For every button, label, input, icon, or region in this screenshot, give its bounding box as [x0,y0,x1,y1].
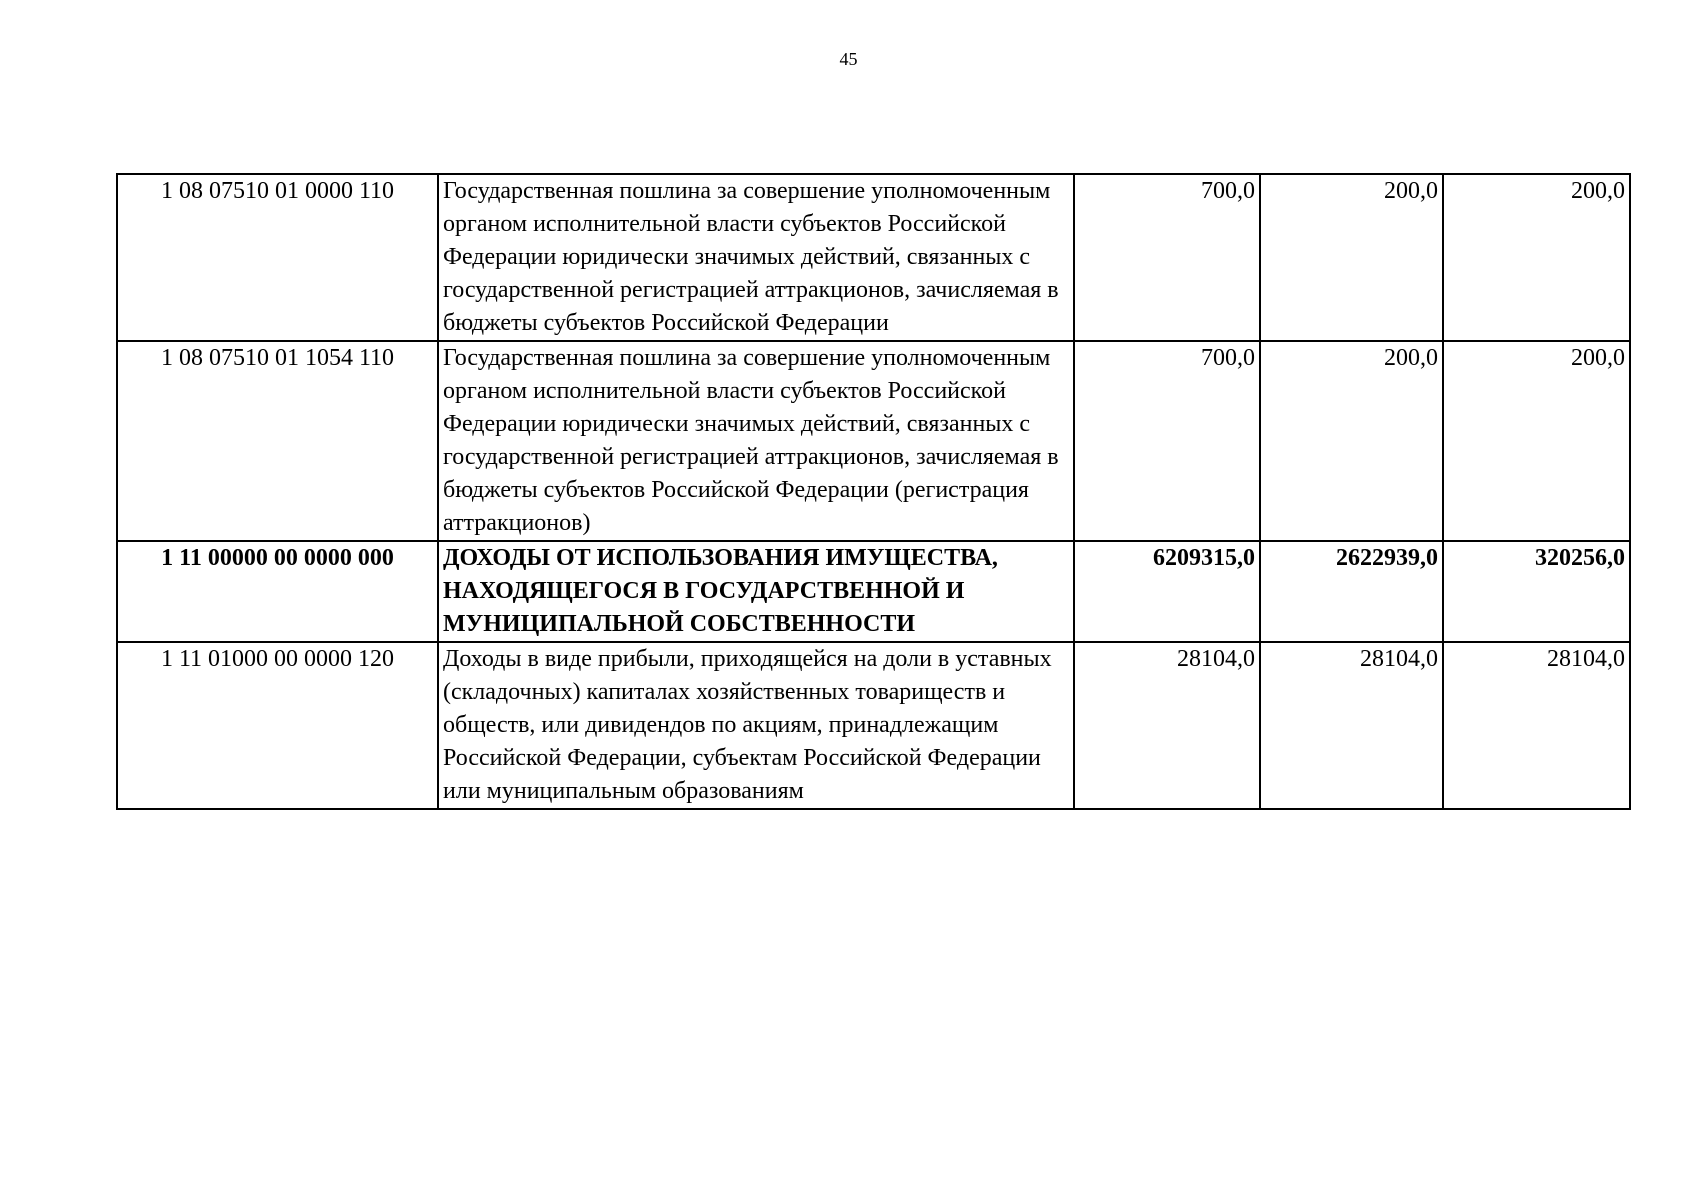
amount-year-1: 6209315,0 [1074,541,1260,642]
table-row [117,174,1630,341]
budget-code: 1 11 00000 00 0000 000 [117,541,438,642]
amount-year-2: 200,0 [1260,174,1443,341]
amount-year-1: 700,0 [1074,174,1260,341]
amount-year-2: 2622939,0 [1260,541,1443,642]
amount-year-3: 200,0 [1443,174,1630,341]
amount-year-2: 200,0 [1260,341,1443,541]
revenue-table [116,173,1631,810]
amount-year-3: 320256,0 [1443,541,1630,642]
budget-code: 1 08 07510 01 1054 110 [117,341,438,541]
amount-year-3: 200,0 [1443,341,1630,541]
amount-year-1: 28104,0 [1074,642,1260,809]
amount-year-2: 28104,0 [1260,642,1443,809]
amount-year-3: 28104,0 [1443,642,1630,809]
budget-code: 1 08 07510 01 0000 110 [117,174,438,341]
page-number: 45 [839,49,858,69]
revenue-name: Государственная пошлина за совершение уполномоченным органом исполнительной власти субъектов Российской Федерации юридически значимых действий, связанных с государственной регистрацией аттракционов, зачисляемая в бюджеты субъектов Российской Федерации (регистрация аттракционов) [438,341,1074,541]
table-row [117,341,1630,541]
table-row [117,642,1630,809]
amount-year-1: 700,0 [1074,341,1260,541]
table-row-section-heading [117,541,1630,642]
budget-code: 1 11 01000 00 0000 120 [117,642,438,809]
revenue-name: Доходы в виде прибыли, приходящейся на доли в уставных (складочных) капиталах хозяйственных товариществ и обществ, или дивидендов по акциям, принадлежащим Российской Федерации, субъектам Российской Федерации или муниципальным образованиям [438,642,1074,809]
revenue-name: ДОХОДЫ ОТ ИСПОЛЬЗОВАНИЯ ИМУЩЕСТВА, НАХОДЯЩЕГОСЯ В ГОСУДАРСТВЕННОЙ И МУНИЦИПАЛЬНОЙ СОБСТВЕННОСТИ [438,541,1074,642]
revenue-name: Государственная пошлина за совершение уполномоченным органом исполнительной власти субъектов Российской Федерации юридически значимых действий, связанных с государственной регистрацией аттракционов, зачисляемая в бюджеты субъектов Российской Федерации [438,174,1074,341]
